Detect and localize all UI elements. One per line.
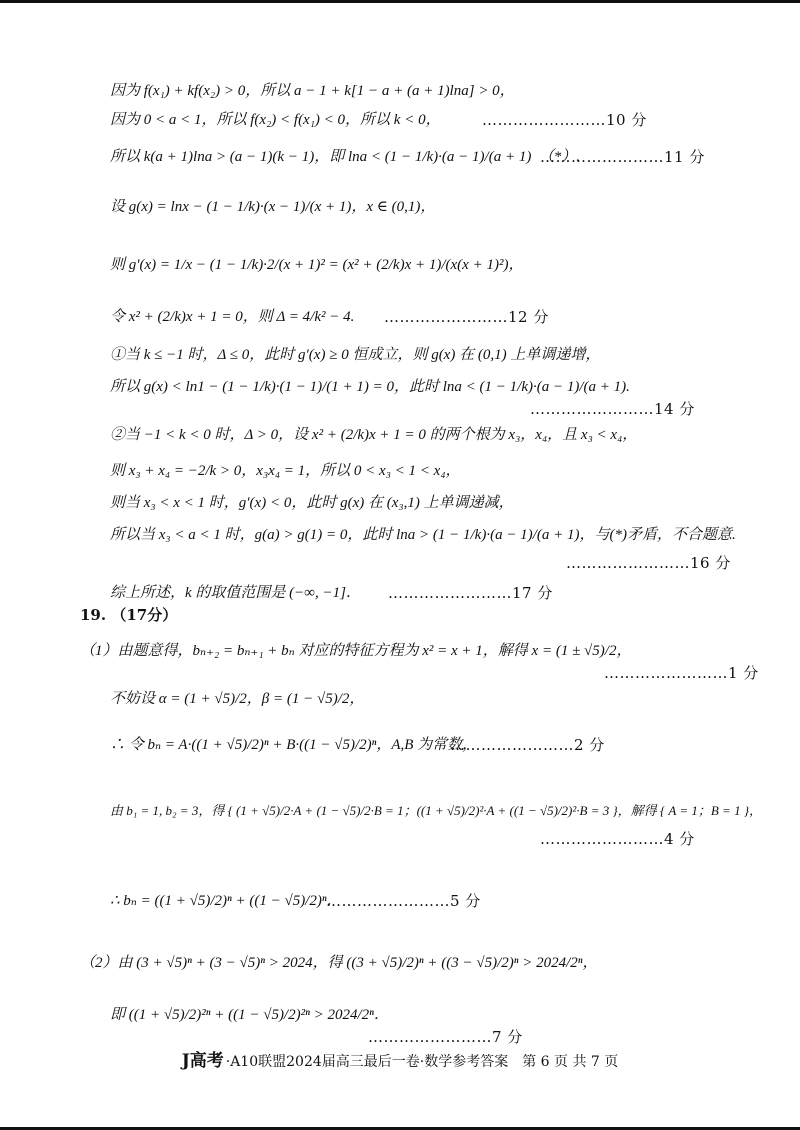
footer-text: ·A10联盟2024届高三最后一卷·数学参考答案 第 6 页 共 7 页 xyxy=(225,1054,619,1070)
score-5: ……………………5 分 xyxy=(326,892,481,910)
line-17: ∴ 令 bₙ = A·((1 + √5)/2)ⁿ + B·((1 − √5)/2)ⁿ，A,B 为常数， xyxy=(110,737,478,753)
score-14: ……………………14 分 xyxy=(530,400,695,418)
line-21: 即 ((1 + √5)/2)²ⁿ + ((1 − √5)/2)²ⁿ > 2024/2ⁿ． xyxy=(110,1007,389,1023)
line-5: 则 g′(x) = 1/x − (1 − 1/k)·2/(x + 1)² = (x² + (2/k)x + 1)/(x(x + 1)²)， xyxy=(110,257,524,273)
brand-logo: J高考 xyxy=(181,1051,224,1071)
line-9: ②当 −1 < k < 0 时，Δ > 0，设 x² + (2/k)x + 1 = 0 的两个根为 x₃，x₄，且 x₃ < x₄， xyxy=(110,427,638,443)
line-13: 综上所述，k 的取值范围是 (−∞, −1]． xyxy=(110,585,361,601)
line-20: （2）由 (3 + √5)ⁿ + (3 − √5)ⁿ > 2024，得 ((3 + √5)/2)ⁿ + ((3 − √5)/2)ⁿ > 2024/2ⁿ， xyxy=(80,955,598,971)
score-4: ……………………4 分 xyxy=(540,830,695,848)
line-16: 不妨设 α = (1 + √5)/2，β = (1 − √5)/2， xyxy=(110,691,365,707)
line-18: 由 b₁ = 1, b₂ = 3，得 { (1 + √5)/2·A + (1 − √5)/2·B = 1；((1 + √5)/2)²·A + ((1 − √5)/2)²·B = 3 }，解得 { A = 1；B = 1 }， xyxy=(110,803,763,818)
line-11: 则当 x₃ < x < 1 时，g′(x) < 0，此时 g(x) 在 (x₃,1) 上单调递减， xyxy=(110,495,514,511)
question-19-heading: 19. （17分） xyxy=(80,606,178,624)
line-3: 所以 k(a + 1)lna > (a − 1)(k − 1)，即 lna < (1 − 1/k)·(a − 1)/(a + 1) （*）. xyxy=(110,149,581,165)
line-19: ∴ bₙ = ((1 + √5)/2)ⁿ + ((1 − √5)/2)ⁿ． xyxy=(110,893,342,909)
line-10: 则 x₃ + x₄ = −2/k > 0，x₃x₄ = 1，所以 0 < x₃ < 1 < x₄， xyxy=(110,463,461,479)
line-15: （1）由题意得，bₙ₊₂ = bₙ₊₁ + bₙ 对应的特征方程为 x² = x + 1，解得 x = (1 ± √5)/2， xyxy=(80,643,632,659)
line-6: 令 x² + (2/k)x + 1 = 0，则 Δ = 4/k² − 4. xyxy=(110,309,355,325)
line-12: 所以当 x₃ < a < 1 时，g(a) > g(1) = 0，此时 lna > (1 − 1/k)·(a − 1)/(a + 1)，与(*)矛盾，不合题意. xyxy=(110,527,736,543)
page-footer xyxy=(0,1046,800,1071)
score-12: ……………………12 分 xyxy=(384,308,549,326)
score-1: ……………………1 分 xyxy=(604,664,759,682)
line-2: 因为 0 < a < 1，所以 f(x₂) < f(x₁) < 0，所以 k < 0， xyxy=(110,112,441,128)
line-8: 所以 g(x) < ln1 − (1 − 1/k)·(1 − 1)/(1 + 1) = 0，此时 lna < (1 − 1/k)·(a − 1)/(a + 1). xyxy=(110,379,630,395)
score-16: ……………………16 分 xyxy=(566,554,731,572)
line-4: 设 g(x) = lnx − (1 − 1/k)·(x − 1)/(x + 1)，x ∈ (0,1)， xyxy=(110,199,436,215)
line-7: ①当 k ≤ −1 时，Δ ≤ 0，此时 g′(x) ≥ 0 恒成立，则 g(x) 在 (0,1) 上单调递增， xyxy=(110,347,601,363)
score-17: ……………………17 分 xyxy=(388,584,553,602)
line-1: 因为 f(x₁) + kf(x₂) > 0，所以 a − 1 + k[1 − a + (a + 1)lna] > 0， xyxy=(110,83,515,99)
score-2: ……………………2 分 xyxy=(450,736,605,754)
score-10: ……………………10 分 xyxy=(482,111,647,129)
score-7: ……………………7 分 xyxy=(368,1028,523,1046)
score-11: ……………………11 分 xyxy=(540,148,705,166)
